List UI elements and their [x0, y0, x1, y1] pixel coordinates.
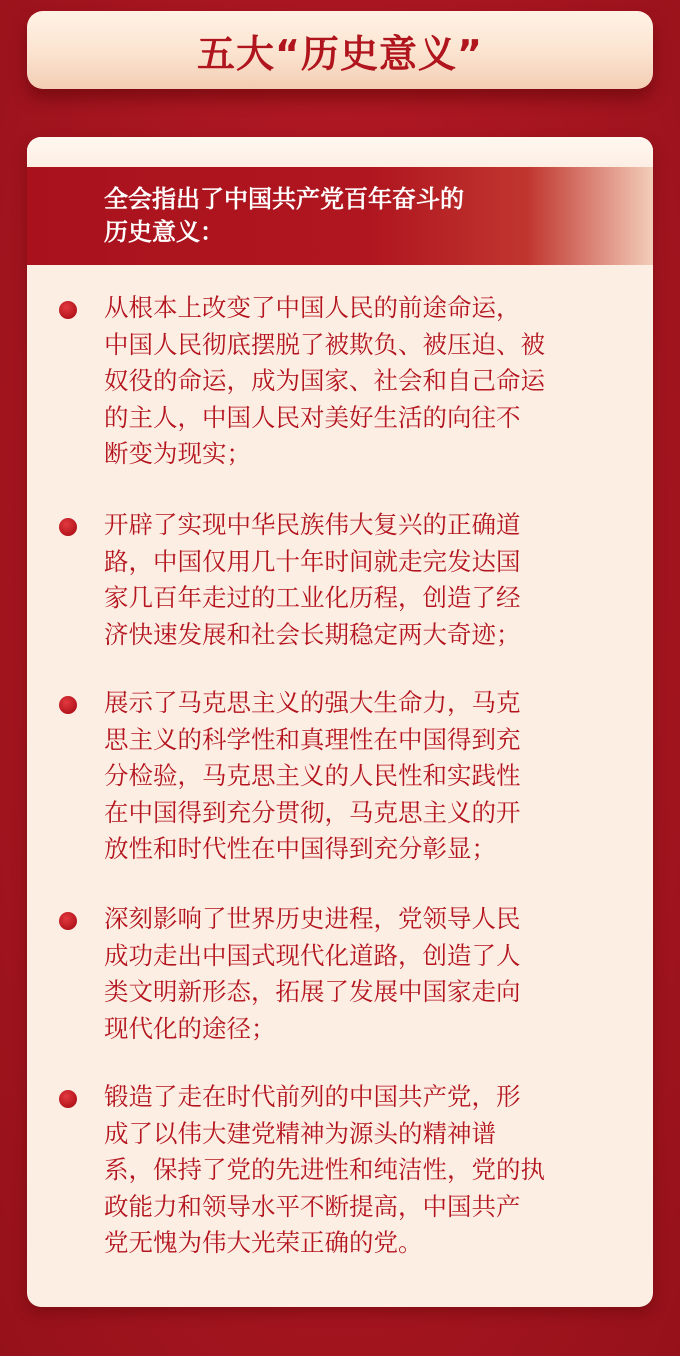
- list-item-text: [104, 685, 624, 868]
- text-line: 的主人，中国人民对美好生活的向往不: [104, 402, 521, 432]
- text-line: 成了以伟大建党精神为源头的精神谱: [104, 1118, 496, 1148]
- bullet-dot-icon: [59, 696, 77, 714]
- list-item-text: [104, 290, 624, 473]
- bullet-dot-icon: [59, 912, 77, 930]
- intro-line-1: 全会指出了中国共产党百年奋斗的: [104, 185, 464, 213]
- text-line: 中国人民彻底摆脱了被欺负、被压迫、被: [104, 329, 545, 359]
- bullet-dot-icon: [59, 1090, 77, 1108]
- text-line: 深刻影响了世界历史进程，党领导人民: [104, 904, 521, 933]
- list-item-text: [104, 901, 624, 1047]
- text-line: 展示了马克思主义的强大生命力，马克: [104, 688, 521, 717]
- card-top-highlight: [27, 137, 653, 167]
- text-line: 开辟了实现中华民族伟大复兴的正确道: [104, 510, 521, 539]
- text-line: 在中国得到充分贯彻，马克思主义的开: [104, 797, 521, 827]
- text-line: 家几百年走过的工业化历程，创造了经: [104, 583, 521, 612]
- intro-band: [27, 167, 653, 265]
- intro-line-2: 历史意义：: [104, 218, 224, 246]
- text-line: 思主义的科学性和真理性在中国得到充: [104, 724, 521, 754]
- text-line: 类文明新形态，拓展了发展中国家走向: [104, 977, 521, 1006]
- text-line: 现代化的途径；: [104, 1013, 276, 1043]
- text-line: 分检验，马克思主义的人民性和实践性: [104, 761, 521, 790]
- text-line: 锻造了走在时代前列的中国共产党，形: [104, 1082, 521, 1111]
- text-line: 路，中国仅用几十年时间就走完发达国: [104, 546, 521, 576]
- text-line: 放性和时代性在中国得到充分彰显；: [104, 834, 496, 863]
- text-line: 济快速发展和社会长期稳定两大奇迹；: [104, 619, 521, 649]
- text-line: 成功走出中国式现代化道路，创造了人: [104, 940, 521, 970]
- list-item-text: [104, 507, 624, 653]
- text-line: 系，保持了党的先进性和纯洁性，党的执: [104, 1155, 545, 1184]
- text-line: 奴役的命运，成为国家、社会和自己命运: [104, 366, 545, 395]
- content-card: [27, 137, 653, 1307]
- text-line: 断变为现实；: [104, 439, 251, 468]
- text-line: 从根本上改变了中国人民的前途命运，: [104, 293, 521, 322]
- list-item-text: [104, 1079, 624, 1262]
- text-line: 党无愧为伟大光荣正确的党。: [104, 1228, 423, 1257]
- bullet-dot-icon: [59, 518, 77, 536]
- bullet-dot-icon: [59, 301, 77, 319]
- title-banner: [27, 11, 653, 89]
- intro-text: [104, 183, 564, 249]
- text-line: 政能力和领导水平不断提高，中国共产: [104, 1191, 521, 1221]
- page-title: 五大“历史意义”: [197, 31, 483, 76]
